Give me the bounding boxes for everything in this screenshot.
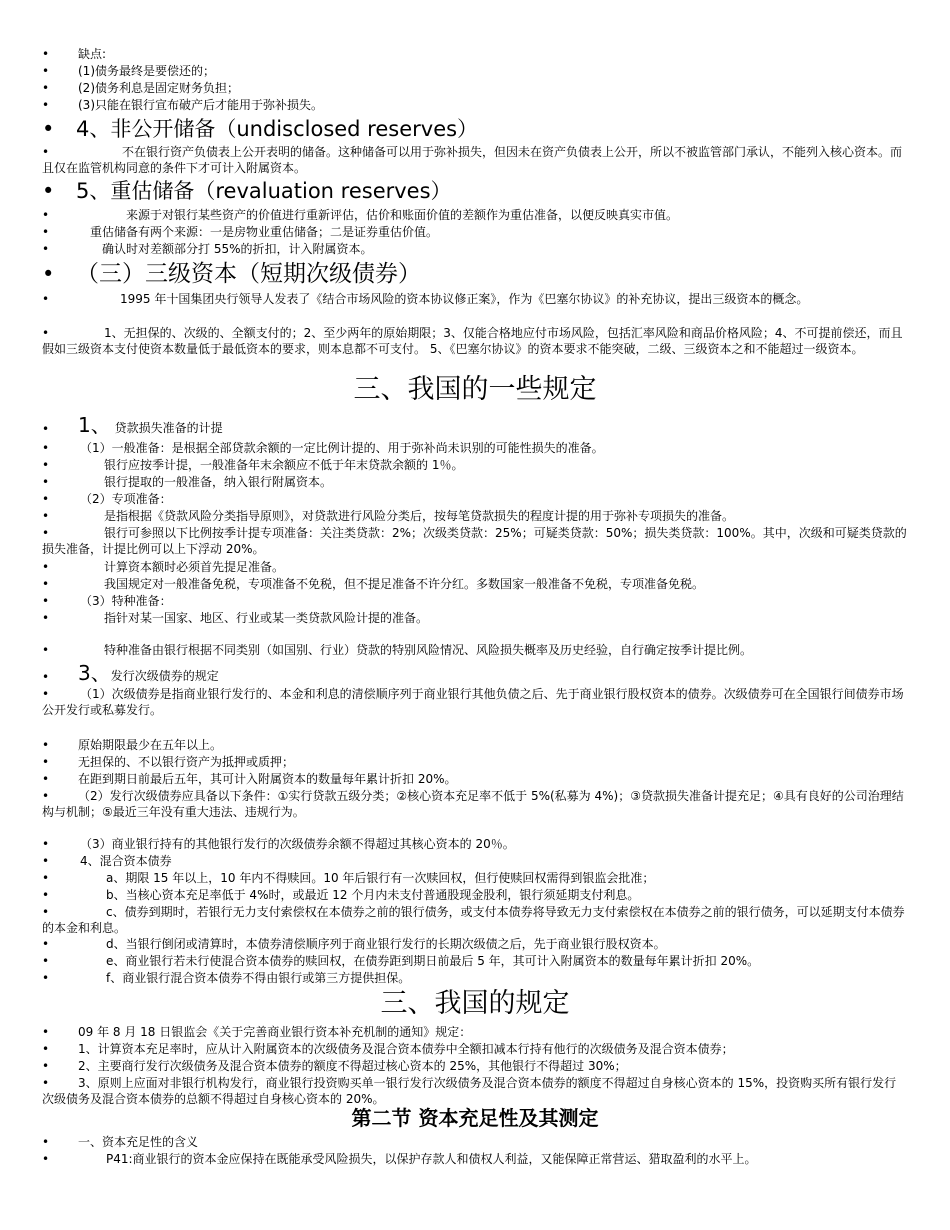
bullet: • [42, 560, 50, 574]
bullet: • [42, 208, 50, 222]
text: 缺点: [78, 47, 107, 61]
bullet: • [42, 225, 50, 239]
numbered-heading [42, 414, 908, 439]
bullet: • [42, 526, 50, 540]
text: 不在银行资产负债表上公开表明的储备。这种储备可以用于弥补损失，但因未在资产负债表上公开，所以不被监管部门承认，不能列入核心资本。而且仅在监管机构同意的条件下才可计入附属资本。 [42, 145, 903, 175]
bullet: • [42, 441, 50, 455]
text: c、债券到期时，若银行无力支付索偿权在本债券之前的银行债务，或支付本债券将导致无力支付索偿权在本债券之前的银行债务，可以延期支付本债券的本金和利息。 [42, 905, 905, 935]
bullet: • [42, 64, 50, 78]
text: 无担保的、不以银行资产为抵押或质押； [78, 755, 295, 769]
text: 来源于对银行某些资产的价值进行重新评估，估价和账面价值的差额作为重估准备，以便反映真实市值。 [126, 208, 679, 222]
bullet: • [42, 458, 50, 472]
bullet: • [42, 738, 50, 752]
bullet-line [42, 457, 908, 473]
bullet: • [42, 117, 55, 141]
bullet: • [42, 905, 50, 919]
section-heading [42, 178, 908, 204]
bullet-line [42, 593, 908, 609]
text: （1）一般准备：是根据全部贷款余额的一定比例计提的、用于弥补尚未识别的可能性损失的准备。 [80, 441, 604, 455]
bullet-line [42, 80, 908, 96]
paragraph [42, 1075, 908, 1107]
text: 一、资本充足性的含义 [78, 1135, 199, 1149]
text: （3）特种准备： [80, 594, 172, 608]
text: 4、混合资本债券 [80, 854, 172, 868]
text: （3）商业银行持有的其他银行发行的次级债券余额不得超过其核心资本的 20％。 [80, 837, 515, 851]
text: 指针对某一国家、地区、行业或某一类贷款风险计提的准备。 [104, 611, 429, 625]
text: (3)只能在银行宣布破产后才能用于弥补损失。 [78, 98, 323, 112]
bullet: • [42, 422, 50, 436]
text: 确认时对差额部分打 55%的折扣，计入附属资本。 [102, 242, 373, 256]
bullet-line [42, 771, 908, 787]
bullet: • [42, 98, 50, 112]
bullet: • [42, 954, 50, 968]
heading-text: 5、重估储备（revaluation reserves） [76, 179, 452, 203]
paragraph [42, 904, 908, 936]
bullet: • [42, 475, 50, 489]
bullet-line [42, 63, 908, 79]
bullet: • [42, 937, 50, 951]
heading-text: 发行次级债券的规定 [110, 669, 219, 683]
bullet-line [42, 953, 908, 969]
paragraph [42, 525, 908, 557]
text: b、当核心资本充足率低于 4%时，或最近 12 个月内未支付普通股现金股利，银行须延期支付利息。 [106, 888, 640, 902]
text: 计算资本额时必须首先提足准备。 [104, 560, 285, 574]
text: 我国规定对一般准备免税，专项准备不免税，但不提足准备不许分红。多数国家一般准备不免税，专项准备免税。 [104, 577, 705, 591]
text: 2、主要商行发行次级债务及混合资本债券的额度不得超过核心资本的 25%，其他银行不得超过 30%； [78, 1059, 627, 1073]
text: 3、原则上应面对非银行机构发行，商业银行投资购买单一银行发行次级债务及混合资本债券的额度不得超过自身核心资本的 15%，投资购买所有银行发行次级债务及混合资本债券的总额不得超过自身核心资本的 20%。 [42, 1076, 897, 1106]
bullet: • [42, 837, 50, 851]
bullet-line [42, 576, 908, 592]
bullet-line [42, 887, 908, 903]
text: P41:商业银行的资本金应保持在既能承受风险损失，以保护存款人和债权人利益，又能保障正常营运、猎取盈利的水平上。 [106, 1152, 757, 1166]
text: 银行提取的一般准备，纳入银行附属资本。 [104, 475, 333, 489]
paragraph [42, 686, 908, 718]
text: (2)债务利息是固定财务负担； [78, 81, 239, 95]
bullet-line [42, 440, 908, 456]
text: 是指根据《贷款风险分类指导原则》，对贷款进行风险分类后，按每笔贷款损失的程度计提的用于弥补专项损失的准备。 [104, 509, 735, 523]
section-heading [42, 116, 908, 142]
bullet-line [42, 1041, 908, 1057]
bullet: • [42, 670, 50, 684]
bullet-line [42, 754, 908, 770]
bullet-line [42, 870, 908, 886]
section-heading [42, 260, 908, 288]
heading-number: 3、 [78, 661, 111, 685]
bullet: • [42, 1076, 50, 1090]
text: （2）发行次级债券应具备以下条件：①实行贷款五级分类；②核心资本充足率不低于 5%(私募为 4%)；③贷款损失准备计提充足；④具有良好的公司治理结构与机制；⑤最近三年没有重大违法、违规行为。 [42, 789, 904, 819]
paragraph [42, 325, 908, 357]
bullet-line [42, 836, 908, 852]
bullet-line [42, 1134, 908, 1150]
bullet-line [42, 642, 908, 658]
heading-text: 4、非公开储备（undisclosed reserves） [76, 117, 479, 141]
bullet: • [42, 242, 50, 256]
bullet-line [42, 853, 908, 869]
bullet: • [42, 611, 50, 625]
bullet: • [42, 47, 50, 61]
bullet: • [42, 594, 50, 608]
bullet-line [42, 1024, 908, 1040]
page-heading: 三、我国的规定 [380, 988, 570, 1019]
bullet: • [42, 755, 50, 769]
text: 1995 年十国集团央行领导人发表了《结合市场风险的资本协议修正案》，作为《巴塞尔协议》的补充协议，提出三级资本的概念。 [120, 292, 809, 306]
text: 1、计算资本充足率时，应从计入附属资本的次级债务及混合资本债券中全额扣减本行持有他行的次级债务及混合资本债券； [78, 1042, 734, 1056]
text: (1)债务最终是要偿还的； [78, 64, 215, 78]
bullet: • [42, 509, 50, 523]
text: 银行可参照以下比例按季计提专项准备：关注类贷款：2%；次级类贷款：25%；可疑类贷款：50%；损失类贷款：100%。其中，次级和可疑类贷款的损失准备，计提比例可以上下浮动 20%。 [42, 526, 907, 556]
bullet: • [42, 888, 50, 902]
bullet: • [42, 643, 50, 657]
text: 特种准备由银行根据不同类别（如国别、行业）贷款的特别风险情况、风险损失概率及历史经验，自行确定按季计提比例。 [104, 643, 753, 657]
bullet: • [42, 326, 50, 340]
bullet: • [42, 772, 50, 786]
bullet-line [42, 508, 908, 524]
text: 在距到期日前最后五年，其可计入附属资本的数量每年累计折扣 20%。 [78, 772, 457, 786]
bullet-line [42, 474, 908, 490]
bullet-line [42, 1151, 908, 1167]
bullet-line [42, 224, 908, 240]
bullet-line [42, 46, 908, 62]
paragraph [42, 144, 908, 176]
text: d、当银行倒闭或清算时，本债券清偿顺序列于商业银行发行的长期次级债之后，先于商业银行股权资本。 [106, 937, 666, 951]
text: e、商业银行若未行使混合资本债券的赎回权，在债券距到期日前最后 5 年，其可计入附属资本的数量每年累计折扣 20%。 [106, 954, 760, 968]
page-heading: 三、我国的一些规定 [353, 374, 597, 405]
heading-number: 1、 [78, 413, 111, 437]
bullet: • [42, 854, 50, 868]
heading-text: 贷款损失准备的计提 [114, 421, 223, 435]
bullet: • [42, 179, 55, 203]
bullet: • [42, 292, 50, 306]
section-title: 第二节 资本充足性及其测定 [351, 1106, 599, 1130]
bullet: • [42, 687, 50, 701]
bullet: • [42, 262, 55, 286]
bullet: • [42, 81, 50, 95]
bullet-line [42, 737, 908, 753]
text: 09 年 8 月 18 日银监会《关于完善商业银行资本补充机制的通知》规定： [78, 1025, 472, 1039]
text: （1）次级债券是指商业银行发行的、本金和利息的清偿顺序列于商业银行其他负债之后、先于商业银行股权资本的债券。次级债券可在全国银行间债券市场公开发行或私募发行。 [42, 687, 904, 717]
bullet: • [42, 1135, 50, 1149]
bullet-line [42, 936, 908, 952]
bullet: • [42, 789, 50, 803]
bullet: • [42, 871, 50, 885]
bullet-line [42, 610, 908, 626]
bullet: • [42, 1152, 50, 1166]
bullet-line [42, 491, 908, 507]
paragraph [42, 788, 908, 820]
bullet-line [42, 97, 908, 113]
numbered-heading [42, 662, 908, 687]
text: 重估储备有两个来源：一是房物业重估储备；二是证券重估价值。 [90, 225, 439, 239]
bullet-line [42, 241, 908, 257]
bullet: • [42, 577, 50, 591]
text: a、期限 15 年以上，10 年内不得赎回。10 年后银行有一次赎回权，但行使赎回权需得到银监会批准； [106, 871, 655, 885]
text: 1、无担保的、次级的、全额支付的；2、至少两年的原始期限；3、仅能合格地应付市场风险，包括汇率风险和商品价格风险；4、不可提前偿还，而且假如三级资本支付使资本数量低于最低资本的要求，则本息都不可支付。 5、《巴塞尔协议》的资本要求不能突破，二级、三级资本之和不能超过一级资本。 [42, 326, 903, 356]
bullet: • [42, 145, 50, 159]
bullet-line [42, 559, 908, 575]
text: 原始期限最少在五年以上。 [78, 738, 223, 752]
heading-text: （三）三级资本（短期次级债券） [76, 261, 421, 287]
bullet-line [42, 970, 908, 986]
bullet-line [42, 207, 908, 223]
bullet: • [42, 492, 50, 506]
bullet: • [42, 1042, 50, 1056]
bullet-line [42, 1058, 908, 1074]
bullet: • [42, 1025, 50, 1039]
bullet: • [42, 971, 50, 985]
text: （2）专项准备： [80, 492, 172, 506]
text: 银行应按季计提，一般准备年末余额应不低于年末贷款余额的 1％。 [104, 458, 464, 472]
paragraph [42, 291, 908, 307]
text: f、商业银行混合资本债券不得由银行或第三方提供担保。 [106, 971, 411, 985]
bullet: • [42, 1059, 50, 1073]
